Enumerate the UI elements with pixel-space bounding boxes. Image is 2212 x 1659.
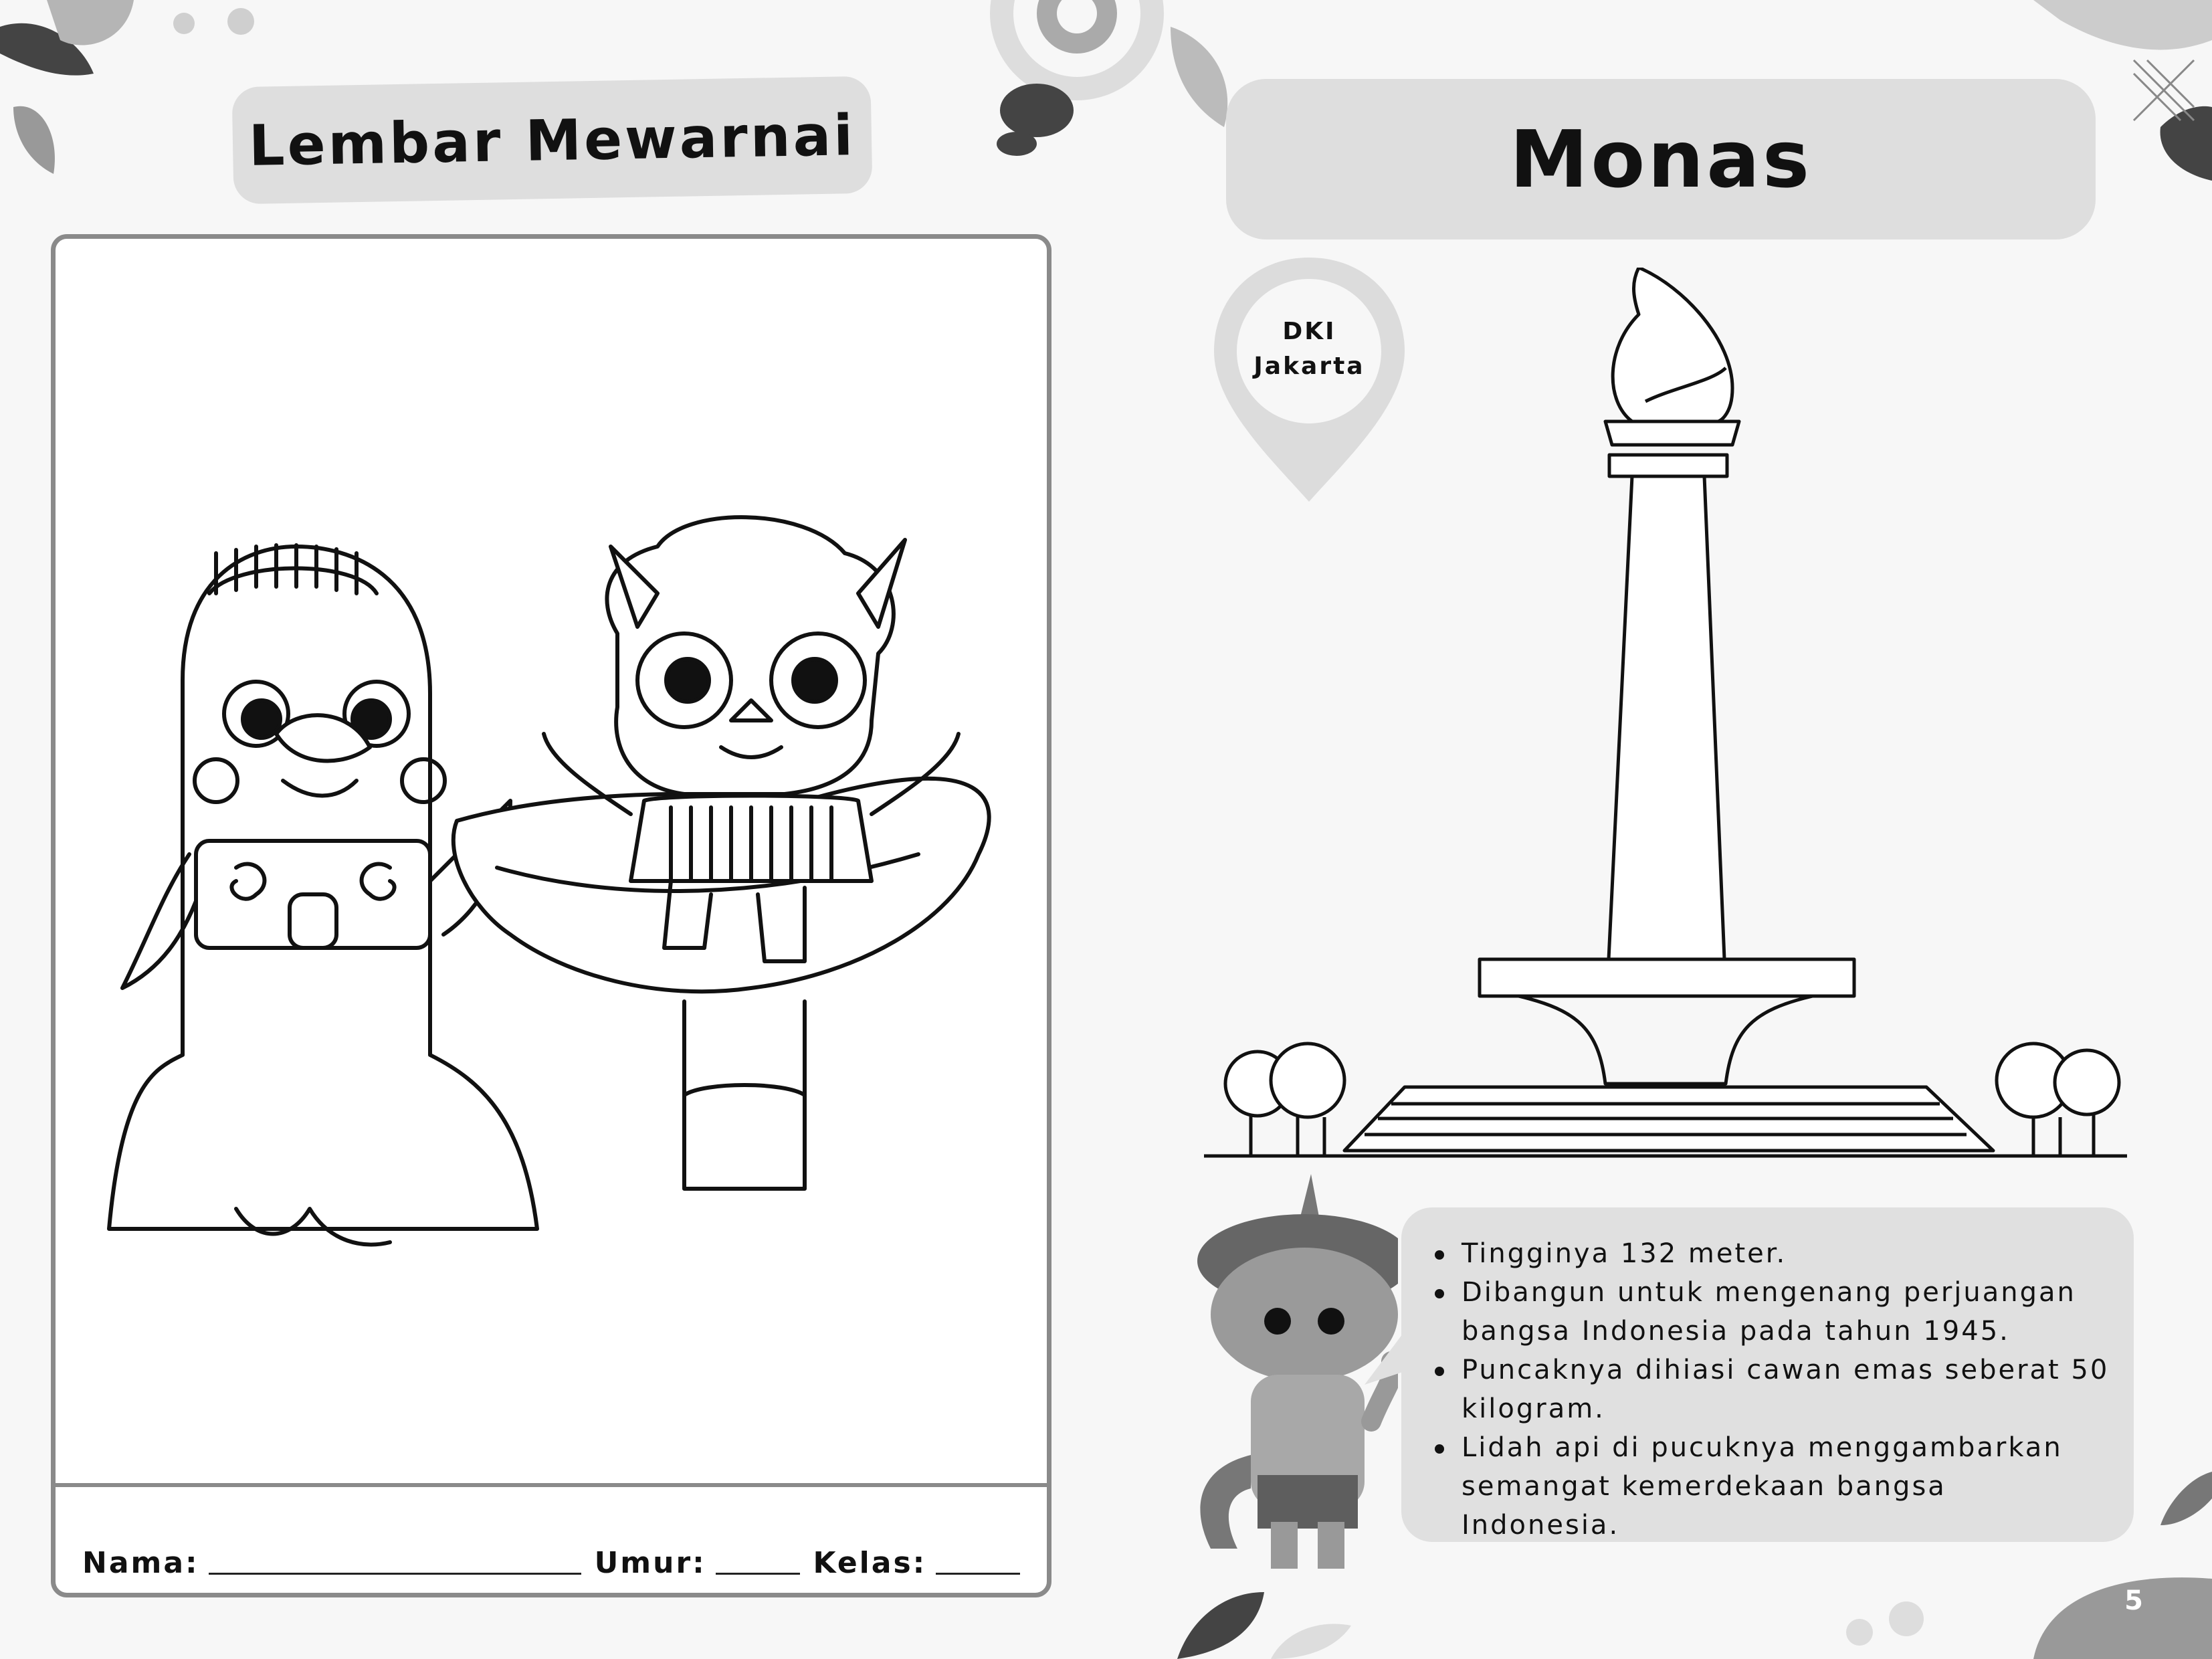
age-input-line[interactable] bbox=[716, 1559, 800, 1575]
name-label: Nama: bbox=[82, 1546, 199, 1580]
decorative-leaves-bottom bbox=[1164, 1565, 2212, 1659]
speech-bubble-tail bbox=[1365, 1331, 1405, 1391]
decorative-leaf-right-edge bbox=[2160, 1472, 2212, 1532]
class-input-line[interactable] bbox=[936, 1559, 1020, 1575]
location-line-2: Jakarta bbox=[1253, 353, 1365, 380]
student-info-form bbox=[82, 1527, 1020, 1580]
monument-heading: Monas bbox=[1509, 113, 1813, 205]
fact-item: Lidah api di pucuknya menggambarkan semangat kemerdekaan bangsa Indonesia. bbox=[1435, 1428, 2114, 1545]
location-line-1: DKI bbox=[1282, 318, 1336, 345]
facts-list bbox=[1401, 1207, 2134, 1545]
frame-divider bbox=[56, 1483, 1047, 1487]
decorative-swirl-top-center bbox=[957, 0, 1264, 161]
coloring-sheet-heading: Lembar Mewarnai bbox=[248, 102, 856, 179]
fact-item: Tingginya 132 meter. bbox=[1435, 1234, 2114, 1273]
monument-heading-banner bbox=[1226, 79, 2096, 239]
monas-monument-illustration bbox=[1204, 268, 2127, 1164]
age-label: Umur: bbox=[594, 1546, 706, 1580]
class-label: Kelas: bbox=[813, 1546, 927, 1580]
page-number: 5 bbox=[2124, 1585, 2143, 1616]
monument-facts-box bbox=[1401, 1207, 2134, 1542]
fact-item: Puncaknya dihiasi cawan emas seberat 50 kilogram. bbox=[1435, 1351, 2114, 1428]
coloring-sheet-heading-banner bbox=[232, 76, 873, 205]
fact-item: Dibangun untuk mengenang perjuangan bangsa Indonesia pada tahun 1945. bbox=[1435, 1273, 2114, 1351]
mascot-characters-illustration bbox=[82, 480, 1032, 1309]
coloring-frame bbox=[51, 234, 1051, 1597]
chameleon-mascot-illustration bbox=[1171, 1174, 1398, 1575]
name-input-line[interactable] bbox=[209, 1559, 581, 1575]
